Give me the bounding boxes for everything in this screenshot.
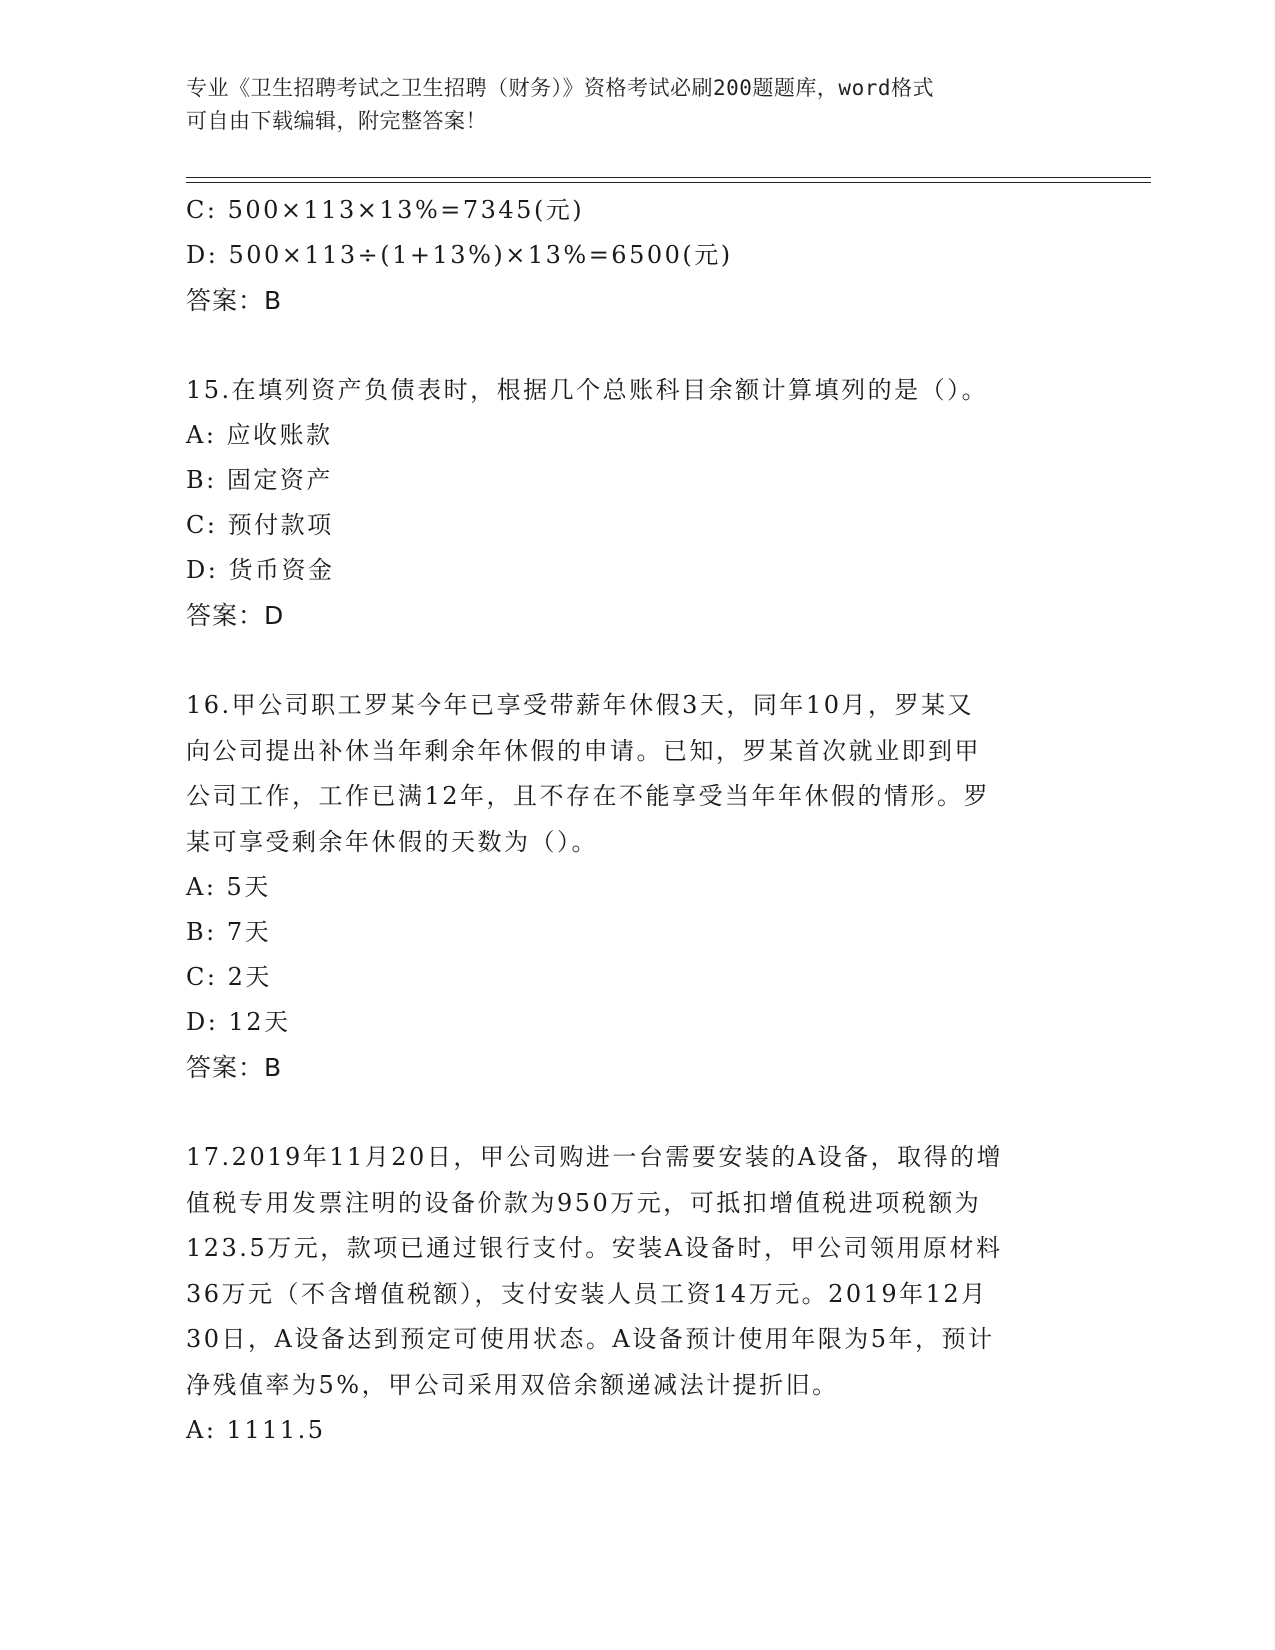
q16-answer: 答案：B xyxy=(186,1053,283,1082)
prev-option-d: D: 500×113÷(1+13%)×13%=6500(元) xyxy=(186,241,733,269)
q17-text-line: 净残值率为5%，甲公司采用双倍余额递减法计提折旧。 xyxy=(186,1370,839,1399)
q16-text xyxy=(186,683,1086,865)
header-divider-top xyxy=(186,177,1151,178)
q16-option-a: A: 5天 xyxy=(186,873,271,901)
document-header xyxy=(186,72,1066,138)
header-divider-bottom xyxy=(186,182,1151,183)
q15-option-a: A: 应收账款 xyxy=(186,421,333,449)
q15-text: 15.在填列资产负债表时，根据几个总账科目余额计算填列的是（）。 xyxy=(186,376,989,404)
q15-option-d: D: 货币资金 xyxy=(186,556,335,584)
q16-option-b: B: 7天 xyxy=(186,918,272,946)
q16-text-line: 向公司提出补休当年剩余年休假的申请。已知，罗某首次就业即到甲 xyxy=(186,736,981,765)
header-title-line2: 可自由下载编辑，附完整答案！ xyxy=(186,109,487,133)
q16-option-d: D: 12天 xyxy=(186,1008,291,1036)
prev-answer: 答案：B xyxy=(186,286,283,315)
q16-option-c: C: 2天 xyxy=(186,963,272,991)
q17-option-a: A: 1111.5 xyxy=(186,1416,326,1444)
q17-text-line: 36万元（不含增值税额），支付安装人员工资14万元。2019年12月 xyxy=(186,1279,988,1308)
q15-option-b: B: 固定资产 xyxy=(186,466,333,494)
question-content xyxy=(186,188,1086,1453)
header-title-line1: 专业《卫生招聘考试之卫生招聘（财务）》资格考试必刷200题题库，word格式 xyxy=(186,76,934,100)
q17-text xyxy=(186,1135,1086,1408)
q15-answer: 答案：D xyxy=(186,601,285,630)
q17-text-line: 30日，A设备达到预定可使用状态。A设备预计使用年限为5年，预计 xyxy=(186,1325,995,1353)
q17-text-line: 17.2019年11月20日，甲公司购进一台需要安装的A设备，取得的增 xyxy=(186,1143,1004,1171)
q16-text-line: 16.甲公司职工罗某今年已享受带薪年休假3天，同年10月，罗某又 xyxy=(186,691,974,719)
q16-text-line: 公司工作，工作已满12年，且不存在不能享受当年年休假的情形。罗 xyxy=(186,782,991,810)
q17-text-line: 123.5万元，款项已通过银行支付。安装A设备时，甲公司领用原材料 xyxy=(186,1234,1003,1262)
q16-text-line: 某可享受剩余年休假的天数为（）。 xyxy=(186,827,598,856)
q15-option-c: C: 预付款项 xyxy=(186,511,334,539)
prev-option-c: C: 500×113×13%=7345(元) xyxy=(186,196,585,224)
q17-text-line: 值税专用发票注明的设备价款为950万元，可抵扣增值税进项税额为 xyxy=(186,1188,982,1217)
